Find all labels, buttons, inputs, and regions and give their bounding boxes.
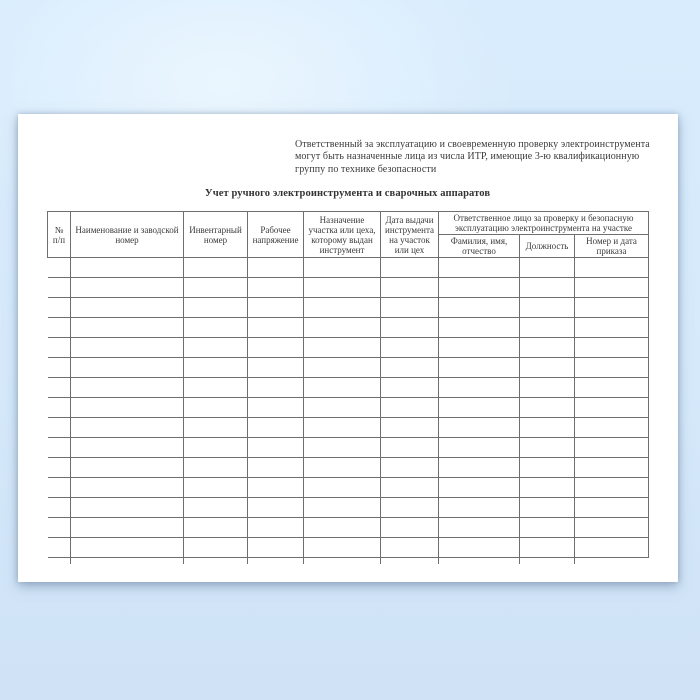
table-cell-empty [439, 458, 520, 478]
table-cell-empty [575, 438, 649, 458]
table-cell-empty [248, 358, 304, 378]
table-cell-empty [48, 418, 71, 438]
table-cell-empty [248, 538, 304, 558]
table-cell-empty [520, 338, 575, 358]
table-cell-empty [248, 498, 304, 518]
table-cell-empty [439, 358, 520, 378]
table-cell-empty [520, 478, 575, 498]
table-cell-empty [520, 378, 575, 398]
table-cell-empty [439, 258, 520, 278]
column-group-header-responsible-person: Ответственное лицо за проверку и безопасную эксплуатацию электроинструмента на участке [439, 212, 649, 235]
table-row [48, 458, 649, 478]
table-cell-empty [575, 278, 649, 298]
table-cell-empty [304, 258, 381, 278]
table-cell-empty [520, 258, 575, 278]
table-cell-empty [48, 318, 71, 338]
table-cell-empty [304, 538, 381, 558]
table-cell-empty [184, 538, 248, 558]
table-cell-empty [248, 318, 304, 338]
table-cell-empty [439, 318, 520, 338]
grid-overshoot-cell [520, 558, 575, 564]
table-cell-empty [381, 498, 439, 518]
table-cell-empty [71, 438, 184, 458]
table-cell-empty [439, 418, 520, 438]
column-header-num: № п/п [48, 212, 71, 258]
table-cell-empty [439, 518, 520, 538]
grid-overshoot-cell [575, 558, 649, 564]
table-cell-empty [184, 338, 248, 358]
table-row [48, 438, 649, 458]
table-row [48, 418, 649, 438]
table-cell-empty [71, 258, 184, 278]
grid-overshoot-cell [439, 558, 520, 564]
column-header-inventory-number: Инвентарный номер [184, 212, 248, 258]
table-cell-empty [71, 278, 184, 298]
table-cell-empty [248, 478, 304, 498]
document-page [18, 114, 678, 582]
note-line: группу по технике безопасности [295, 163, 437, 175]
table-cell-empty [381, 378, 439, 398]
table-cell-empty [575, 298, 649, 318]
document-title: Учет ручного электроинструмента и сварочных аппаратов [204, 188, 491, 199]
table-cell-empty [304, 498, 381, 518]
table-cell-empty [439, 398, 520, 418]
table-cell-empty [304, 298, 381, 318]
table-row [48, 318, 649, 338]
table-cell-empty [439, 438, 520, 458]
table-cell-empty [520, 438, 575, 458]
table-cell-empty [248, 258, 304, 278]
table-cell-empty [184, 478, 248, 498]
table-cell-empty [248, 458, 304, 478]
table-cell-empty [381, 278, 439, 298]
table-cell-empty [575, 338, 649, 358]
table-cell-empty [184, 498, 248, 518]
table-cell-empty [184, 278, 248, 298]
table-cell-empty [184, 318, 248, 338]
table-cell-empty [48, 338, 71, 358]
table-cell-empty [575, 378, 649, 398]
table-cell-empty [439, 538, 520, 558]
table-cell-empty [184, 418, 248, 438]
table-cell-empty [304, 518, 381, 538]
table-cell-empty [48, 278, 71, 298]
table-cell-empty [248, 338, 304, 358]
table-cell-empty [71, 418, 184, 438]
table-cell-empty [71, 378, 184, 398]
table-cell-empty [71, 318, 184, 338]
table-cell-empty [304, 358, 381, 378]
note-paragraph [295, 139, 667, 176]
table-cell-empty [381, 458, 439, 478]
table-cell-empty [575, 458, 649, 478]
table-cell-empty [48, 518, 71, 538]
table-cell-empty [381, 338, 439, 358]
column-header-order-number-date: Номер и дата приказа [575, 235, 649, 258]
table-cell-empty [439, 378, 520, 398]
table-cell-empty [48, 538, 71, 558]
note-line: Ответственный за эксплуатацию и своевременную проверку электроинструмента [295, 139, 650, 150]
table-row [48, 338, 649, 358]
table-cell-empty [575, 318, 649, 338]
table-cell-empty [439, 338, 520, 358]
table-cell-empty [439, 278, 520, 298]
table-row [48, 358, 649, 378]
table-row [48, 538, 649, 558]
table-cell-empty [304, 478, 381, 498]
table-cell-empty [439, 498, 520, 518]
table-cell-empty [520, 278, 575, 298]
table-cell-empty [575, 478, 649, 498]
register-table [47, 211, 649, 564]
table-cell-empty [248, 438, 304, 458]
column-header-assigned-area: Назначение участка или цеха, которому выдан инструмент [304, 212, 381, 258]
table-cell-empty [381, 518, 439, 538]
column-header-full-name: Фамилия, имя, отчество [439, 235, 520, 258]
table-cell-empty [575, 418, 649, 438]
table-row [48, 258, 649, 278]
table-cell-empty [48, 478, 71, 498]
table-cell-empty [248, 518, 304, 538]
table-cell-empty [184, 258, 248, 278]
table-cell-empty [575, 498, 649, 518]
table-cell-empty [184, 458, 248, 478]
table-cell-empty [304, 318, 381, 338]
table-row [48, 298, 649, 318]
table-cell-empty [520, 358, 575, 378]
grid-overshoot-cell [71, 558, 184, 564]
table-cell-empty [248, 298, 304, 318]
table-cell-empty [304, 438, 381, 458]
table-cell-empty [184, 518, 248, 538]
column-header-voltage: Рабочее напряжение [248, 212, 304, 258]
table-cell-empty [575, 398, 649, 418]
table-cell-empty [71, 538, 184, 558]
table-cell-empty [48, 458, 71, 478]
table-cell-empty [520, 498, 575, 518]
table-cell-empty [248, 398, 304, 418]
column-header-name-serial: Наименование и заводской номер [71, 212, 184, 258]
table-cell-empty [520, 418, 575, 438]
table-cell-empty [575, 518, 649, 538]
table-cell-empty [248, 378, 304, 398]
table-cell-empty [304, 278, 381, 298]
table-grid-overshoot [48, 558, 649, 564]
table-cell-empty [48, 398, 71, 418]
table-cell-empty [71, 518, 184, 538]
table-cell-empty [184, 438, 248, 458]
table-cell-empty [48, 378, 71, 398]
note-line: могут быть назначенные лица из числа ИТР, имеющие 3-ю квалификационную [295, 151, 640, 163]
table-cell-empty [48, 298, 71, 318]
table-row [48, 478, 649, 498]
table-cell-empty [48, 498, 71, 518]
table-cell-empty [520, 298, 575, 318]
table-cell-empty [304, 458, 381, 478]
table-cell-empty [71, 338, 184, 358]
table-row [48, 498, 649, 518]
table-cell-empty [304, 338, 381, 358]
table-row [48, 378, 649, 398]
table-row [48, 518, 649, 538]
table-cell-empty [381, 258, 439, 278]
table-cell-empty [248, 418, 304, 438]
table-cell-empty [439, 298, 520, 318]
table-cell-empty [381, 418, 439, 438]
table-cell-empty [520, 458, 575, 478]
table-cell-empty [184, 358, 248, 378]
table-cell-empty [520, 318, 575, 338]
table-cell-empty [71, 358, 184, 378]
table-header [48, 212, 649, 258]
grid-overshoot-cell [248, 558, 304, 564]
table-cell-empty [439, 478, 520, 498]
table-row [48, 278, 649, 298]
table-cell-empty [575, 258, 649, 278]
grid-overshoot-cell [304, 558, 381, 564]
table-cell-empty [48, 358, 71, 378]
table-cell-empty [381, 438, 439, 458]
table-cell-empty [575, 358, 649, 378]
table-cell-empty [381, 478, 439, 498]
table-cell-empty [71, 458, 184, 478]
table-cell-empty [520, 398, 575, 418]
grid-overshoot-cell [381, 558, 439, 564]
table-cell-empty [184, 298, 248, 318]
grid-overshoot-cell [184, 558, 248, 564]
table-cell-empty [184, 378, 248, 398]
table-cell-empty [381, 318, 439, 338]
table-cell-empty [381, 358, 439, 378]
table-cell-empty [304, 418, 381, 438]
table-cell-empty [48, 438, 71, 458]
table-cell-empty [381, 298, 439, 318]
table-cell-empty [48, 258, 71, 278]
table-cell-empty [248, 278, 304, 298]
table-cell-empty [381, 398, 439, 418]
column-header-issue-date: Дата выдачи инструмента на участок или цех [381, 212, 439, 258]
table-cell-empty [71, 478, 184, 498]
grid-overshoot-cell [48, 558, 71, 564]
table-cell-empty [304, 378, 381, 398]
table-cell-empty [71, 498, 184, 518]
table-cell-empty [520, 538, 575, 558]
table-cell-empty [381, 538, 439, 558]
table-row [48, 398, 649, 418]
table-cell-empty [184, 398, 248, 418]
table-cell-empty [71, 398, 184, 418]
table-cell-empty [304, 398, 381, 418]
table-cell-empty [71, 298, 184, 318]
table-body [48, 258, 649, 564]
table-cell-empty [575, 538, 649, 558]
column-header-position: Должность [520, 235, 575, 258]
table-cell-empty [520, 518, 575, 538]
